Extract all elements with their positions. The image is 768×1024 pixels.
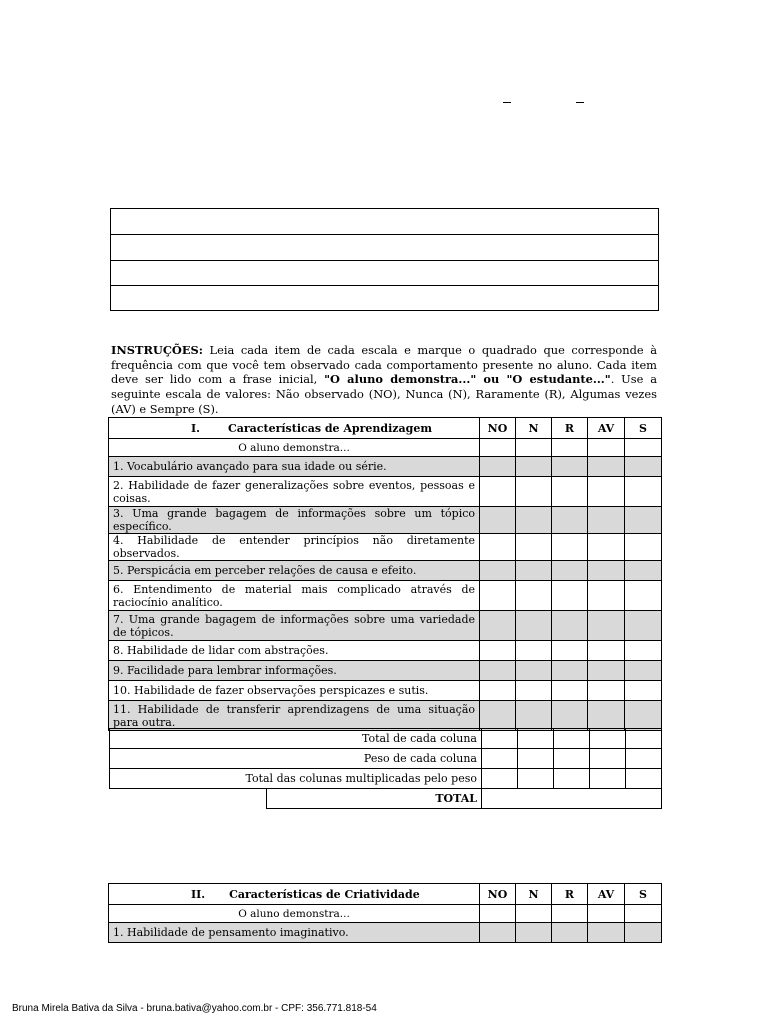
rating-cell[interactable] (480, 681, 516, 701)
rating-cell[interactable] (516, 439, 552, 457)
rating-cell[interactable] (625, 561, 662, 581)
rating-cell[interactable] (588, 507, 625, 534)
instructions-text-a: Leia cada item de cada escala e marque o quadrado que corresponde à frequência com que você tem observado cada comportamento presente no aluno. Cada item deve ser lido com a frase inicial, (111, 343, 657, 387)
section-number: II. (191, 887, 206, 901)
table-row (109, 923, 662, 943)
item-label: 11. Habilidade de transferir aprendizagens de uma situação para outra. (109, 701, 480, 731)
rating-cell[interactable] (480, 611, 516, 641)
item-label: 6. Entendimento de material mais complicado através de raciocínio analítico. (109, 581, 480, 611)
table-header-row (109, 884, 662, 905)
rating-cell[interactable] (552, 581, 588, 611)
instructions-paragraph (111, 343, 657, 417)
total-cell[interactable] (518, 769, 554, 789)
column-header-av: AV (588, 884, 625, 905)
section-title-text: Características de Criatividade (229, 887, 420, 901)
rating-cell[interactable] (552, 561, 588, 581)
total-cell[interactable] (554, 729, 590, 749)
table-row (109, 661, 662, 681)
table-row (109, 477, 662, 507)
rating-cell[interactable] (552, 611, 588, 641)
item-label: 7. Uma grande bagagem de informações sobre uma variedade de tópicos. (109, 611, 480, 641)
rating-cell[interactable] (552, 905, 588, 923)
rating-cell[interactable] (516, 534, 552, 561)
instructions-phrase: "O aluno demonstra..." ou "O estudante..." (324, 372, 611, 387)
rating-cell[interactable] (625, 641, 662, 661)
rating-cell[interactable] (588, 611, 625, 641)
rating-cell[interactable] (480, 534, 516, 561)
rating-cell[interactable] (625, 681, 662, 701)
blank-info-field[interactable] (111, 261, 658, 287)
table-row (109, 701, 662, 731)
section-title (109, 884, 480, 905)
item-label: 8. Habilidade de lidar com abstrações. (109, 641, 480, 661)
column-header-n: N (516, 884, 552, 905)
rating-cell[interactable] (625, 611, 662, 641)
total-cell[interactable] (626, 769, 662, 789)
rating-cell[interactable] (625, 439, 662, 457)
rating-cell[interactable] (625, 905, 662, 923)
rating-cell[interactable] (588, 477, 625, 507)
rating-cell[interactable] (552, 661, 588, 681)
rating-cell[interactable] (516, 581, 552, 611)
rating-cell[interactable] (480, 641, 516, 661)
total-cell[interactable] (626, 749, 662, 769)
rating-cell[interactable] (480, 701, 516, 731)
section-number: I. (191, 421, 200, 435)
item-label: 5. Perspicácia em perceber relações de causa e efeito. (109, 561, 480, 581)
total-cell[interactable] (590, 749, 626, 769)
rating-cell[interactable] (516, 611, 552, 641)
row-subheader: O aluno demonstra... (109, 439, 480, 457)
section-title-text: Características de Aprendizagem (227, 421, 432, 435)
rating-cell[interactable] (625, 701, 662, 731)
table-row (109, 681, 662, 701)
rating-cell[interactable] (480, 439, 516, 457)
rating-cell[interactable] (480, 905, 516, 923)
column-header-r: R (552, 884, 588, 905)
total-cell[interactable] (554, 749, 590, 769)
rating-cell[interactable] (516, 641, 552, 661)
totals-row (110, 749, 662, 769)
rating-cell[interactable] (480, 507, 516, 534)
total-cell[interactable] (518, 729, 554, 749)
rating-cell[interactable] (588, 561, 625, 581)
grand-total-label: TOTAL (267, 789, 482, 809)
item-label: 1. Vocabulário avançado para sua idade ou série. (109, 457, 480, 477)
weighted-total-label: Total das colunas multiplicadas pelo peso (110, 769, 482, 789)
column-header-no: NO (480, 884, 516, 905)
weight-per-column-label: Peso de cada coluna (110, 749, 482, 769)
rating-cell[interactable] (552, 507, 588, 534)
rating-cell[interactable] (552, 681, 588, 701)
date-separator-dash (503, 102, 511, 103)
rating-cell[interactable] (480, 581, 516, 611)
total-cell[interactable] (482, 769, 518, 789)
rating-cell[interactable] (516, 681, 552, 701)
rating-cell[interactable] (588, 457, 625, 477)
rating-cell[interactable] (552, 477, 588, 507)
creativity-scale-table (108, 883, 662, 943)
total-cell[interactable] (554, 769, 590, 789)
total-cell[interactable] (590, 769, 626, 789)
rating-cell[interactable] (588, 641, 625, 661)
table-header-row (109, 418, 662, 439)
column-header-no: NO (480, 418, 516, 439)
subheader-row (109, 905, 662, 923)
total-cell[interactable] (626, 729, 662, 749)
item-label: 4. Habilidade de entender princípios não diretamente observados. (109, 534, 480, 561)
column-header-s: S (625, 884, 662, 905)
rating-cell[interactable] (625, 457, 662, 477)
rating-cell[interactable] (625, 534, 662, 561)
rating-cell[interactable] (516, 457, 552, 477)
grand-total-value-cell[interactable] (482, 789, 662, 809)
row-subheader: O aluno demonstra... (109, 905, 480, 923)
total-cell[interactable] (482, 729, 518, 749)
item-label: 10. Habilidade de fazer observações perspicazes e sutis. (109, 681, 480, 701)
rating-cell[interactable] (625, 477, 662, 507)
table-row (109, 534, 662, 561)
column-header-av: AV (588, 418, 625, 439)
totals-row (110, 729, 662, 749)
student-info-box (110, 208, 659, 311)
rating-cell[interactable] (552, 457, 588, 477)
rating-cell[interactable] (588, 701, 625, 731)
rating-cell[interactable] (625, 661, 662, 681)
rating-cell[interactable] (588, 581, 625, 611)
table-row (109, 611, 662, 641)
rating-cell[interactable] (480, 923, 516, 943)
learning-scale-table (108, 417, 662, 731)
blank-info-field[interactable] (111, 286, 658, 312)
blank-info-field[interactable] (111, 209, 658, 235)
rating-cell[interactable] (588, 439, 625, 457)
rating-cell[interactable] (588, 681, 625, 701)
item-label: 3. Uma grande bagagem de informações sobre um tópico específico. (109, 507, 480, 534)
total-cell[interactable] (482, 749, 518, 769)
column-header-r: R (552, 418, 588, 439)
instructions-lead: INSTRUÇÕES: (111, 343, 203, 357)
column-header-s: S (625, 418, 662, 439)
rating-cell[interactable] (625, 507, 662, 534)
instructions-text-b: . Use a seguinte escala de valores: Não observado (NO), Nunca (N), Raramente (R), Algumas vezes (AV) e Sempre (S). (111, 372, 657, 416)
section-title (109, 418, 480, 439)
grand-total-row (110, 789, 662, 809)
table-row (109, 561, 662, 581)
table-row (109, 507, 662, 534)
table-row (109, 581, 662, 611)
item-label: 1. Habilidade de pensamento imaginativo. (109, 923, 480, 943)
rating-cell[interactable] (480, 561, 516, 581)
subheader-row (109, 439, 662, 457)
empty-cell (110, 789, 267, 809)
table-row (109, 457, 662, 477)
totals-table (109, 728, 662, 809)
page-footer: Bruna Mirela Bativa da Silva - bruna.bativa@yahoo.com.br - CPF: 356.771.818-54 (12, 1003, 377, 1014)
rating-cell[interactable] (588, 905, 625, 923)
rating-cell[interactable] (480, 457, 516, 477)
rating-cell[interactable] (516, 477, 552, 507)
rating-cell[interactable] (480, 477, 516, 507)
total-cell[interactable] (518, 749, 554, 769)
rating-cell[interactable] (552, 701, 588, 731)
rating-cell[interactable] (588, 923, 625, 943)
date-field-dashes (0, 97, 768, 109)
rating-cell[interactable] (552, 439, 588, 457)
rating-cell[interactable] (552, 641, 588, 661)
rating-cell[interactable] (588, 661, 625, 681)
totals-row (110, 769, 662, 789)
total-per-column-label: Total de cada coluna (110, 729, 482, 749)
blank-info-field[interactable] (111, 235, 658, 261)
rating-cell[interactable] (516, 661, 552, 681)
item-label: 9. Facilidade para lembrar informações. (109, 661, 480, 681)
rating-cell[interactable] (516, 507, 552, 534)
table-row (109, 641, 662, 661)
rating-cell[interactable] (480, 661, 516, 681)
item-label: 2. Habilidade de fazer generalizações sobre eventos, pessoas e coisas. (109, 477, 480, 507)
rating-cell[interactable] (516, 701, 552, 731)
column-header-n: N (516, 418, 552, 439)
rating-cell[interactable] (516, 923, 552, 943)
rating-cell[interactable] (625, 581, 662, 611)
rating-cell[interactable] (516, 561, 552, 581)
rating-cell[interactable] (552, 534, 588, 561)
rating-cell[interactable] (625, 923, 662, 943)
rating-cell[interactable] (552, 923, 588, 943)
rating-cell[interactable] (516, 905, 552, 923)
rating-cell[interactable] (588, 534, 625, 561)
total-cell[interactable] (590, 729, 626, 749)
date-separator-dash (576, 102, 584, 103)
